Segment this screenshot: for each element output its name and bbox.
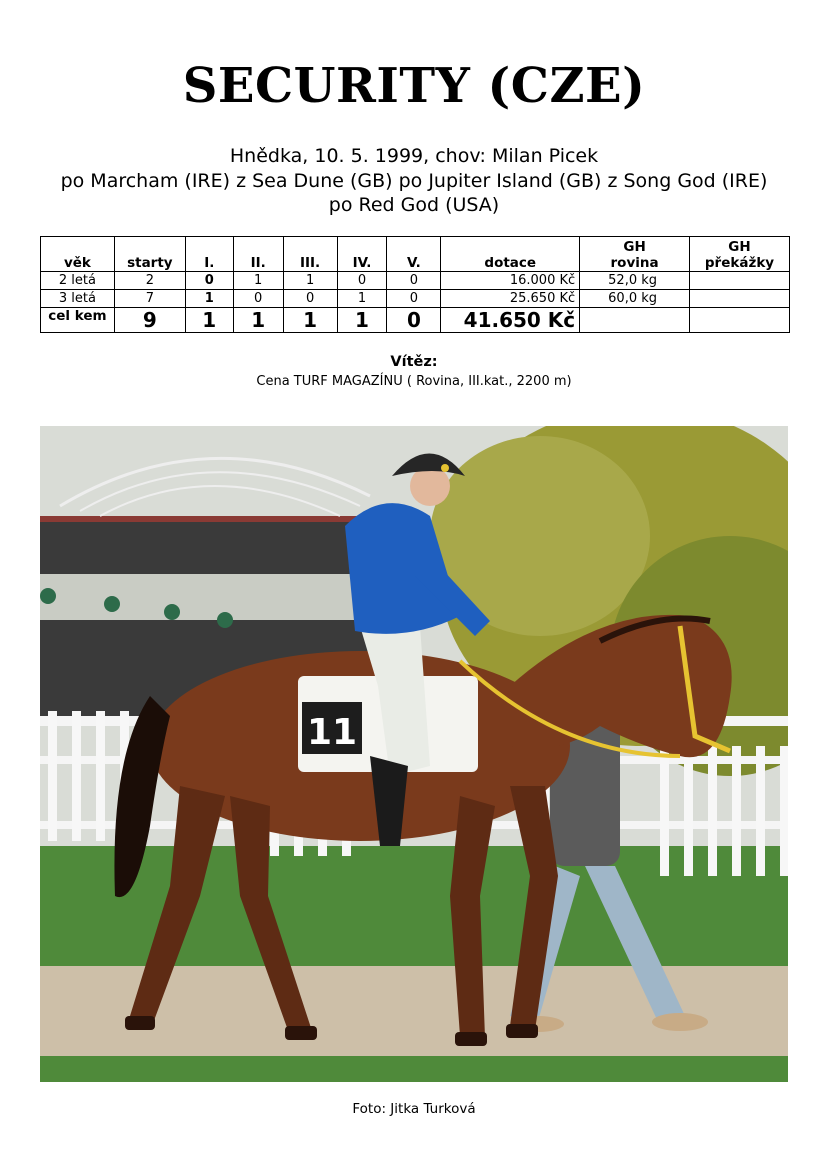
photo-caption: Foto: Jitka Turková — [352, 1101, 476, 1117]
table-header-row — [41, 237, 790, 272]
cell-age: 3 letá — [41, 290, 115, 308]
col-place-1: I. — [185, 237, 233, 272]
table-row — [41, 290, 790, 308]
cell-place-4: 0 — [337, 272, 387, 290]
cell-place-1: 1 — [185, 290, 233, 308]
table-row — [41, 272, 790, 290]
col-place-3: III. — [283, 237, 337, 272]
cell-place-2: 0 — [233, 290, 283, 308]
winner-race: Cena TURF MAGAZÍNU ( Rovina, III.kat., 2200 m) — [256, 374, 572, 389]
cell-total-gh-jump — [689, 308, 789, 333]
col-place-5: V. — [387, 237, 441, 272]
horse-photo-illustration — [40, 426, 788, 1082]
cell-prize: 25.650 Kč — [441, 290, 580, 308]
horse-info-line-1: Hnědka, 10. 5. 1999, chov: Milan Picek — [229, 145, 599, 167]
cell-total-place-4: 1 — [337, 308, 387, 333]
cell-place-2: 1 — [233, 272, 283, 290]
table-total-row — [41, 308, 790, 333]
col-gh-jump-line-1: GH — [728, 239, 751, 255]
cell-age: 2 letá — [41, 272, 115, 290]
cell-gh-jump — [689, 272, 789, 290]
cell-starts: 7 — [114, 290, 185, 308]
col-gh-flat-line-1: GH — [623, 239, 646, 255]
cell-total-place-3: 1 — [283, 308, 337, 333]
cell-total-gh-flat — [580, 308, 690, 333]
cell-gh-flat: 52,0 kg — [580, 272, 690, 290]
cell-place-3: 1 — [283, 272, 337, 290]
cell-total-place-1: 1 — [185, 308, 233, 333]
page-title: SECURITY (CZE) — [182, 58, 646, 114]
col-place-4: IV. — [337, 237, 387, 272]
col-prize: dotace — [441, 237, 580, 272]
cell-prize: 16.000 Kč — [441, 272, 580, 290]
cell-total-label: cel kem — [41, 308, 115, 333]
horse-photo — [40, 426, 788, 1082]
col-gh-flat-line-2: rovina — [610, 255, 659, 271]
cell-place-5: 0 — [387, 290, 441, 308]
race-stats-table — [40, 236, 790, 333]
cell-place-3: 0 — [283, 290, 337, 308]
cell-total-place-5: 0 — [387, 308, 441, 333]
col-age: věk — [41, 237, 115, 272]
col-place-2: II. — [233, 237, 283, 272]
cell-gh-flat: 60,0 kg — [580, 290, 690, 308]
horse-info — [0, 144, 828, 218]
col-gh-jump — [689, 237, 789, 272]
cell-gh-jump — [689, 290, 789, 308]
col-gh-flat — [580, 237, 690, 272]
saddle-number: 11 — [306, 712, 358, 753]
cell-total-place-2: 1 — [233, 308, 283, 333]
cell-total-prize: 41.650 Kč — [441, 308, 580, 333]
cell-total-starts: 9 — [114, 308, 185, 333]
horse-info-line-2: po Marcham (IRE) z Sea Dune (GB) po Jupiter Island (GB) z Song God (IRE) — [60, 169, 768, 192]
cell-place-1: 0 — [185, 272, 233, 290]
cell-starts: 2 — [114, 272, 185, 290]
col-starts: starty — [114, 237, 185, 272]
cell-place-5: 0 — [387, 272, 441, 290]
col-gh-jump-line-2: překážky — [704, 255, 775, 271]
cell-place-4: 1 — [337, 290, 387, 308]
horse-info-line-3: po Red God (USA) — [328, 194, 500, 216]
winner-heading: Vítěz: — [390, 354, 438, 370]
